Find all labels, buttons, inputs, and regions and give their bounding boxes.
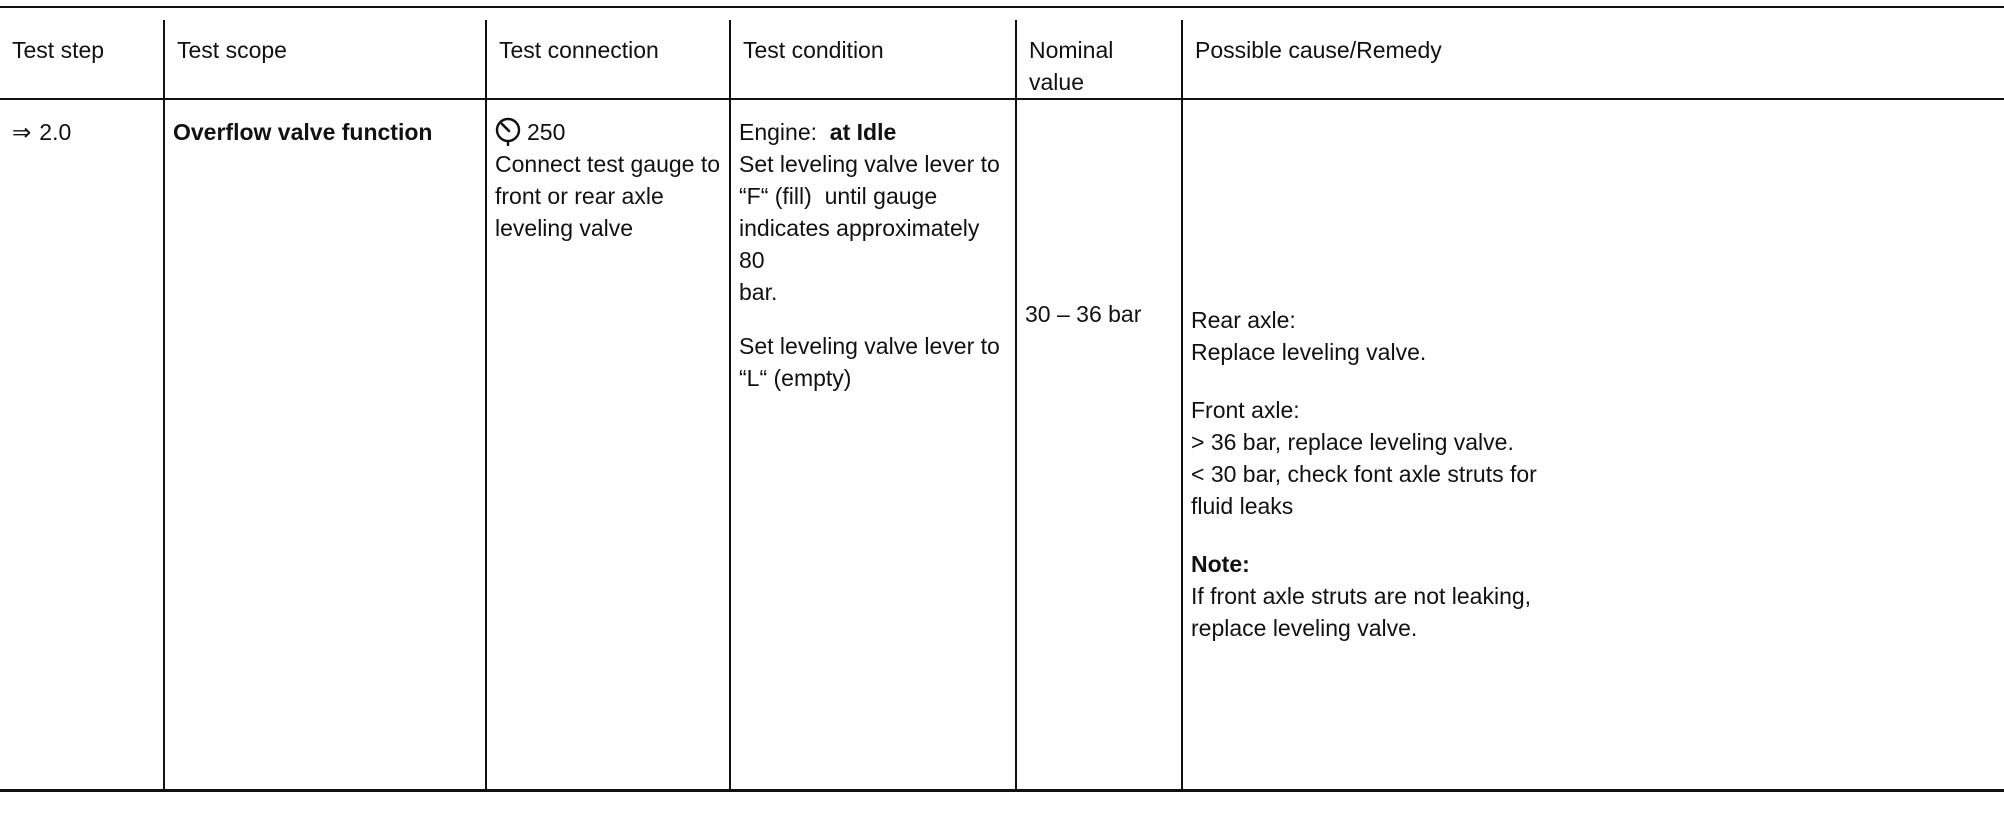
remedy-spacer (1191, 116, 1996, 298)
header-test-step: Test step (0, 20, 164, 99)
front-axle-line-1: > 36 bar, replace leveling valve. (1191, 429, 1514, 455)
nominal-value: 30 – 36 bar (1025, 301, 1142, 327)
condition-2-line-2: “L“ (empty) (739, 365, 852, 391)
condition-1-line-2: “F“ (fill) until gauge (739, 183, 938, 209)
engine-value: at Idle (829, 119, 897, 145)
nominal-spacer (1025, 116, 1173, 298)
header-test-scope: Test scope (164, 20, 486, 99)
engine-label: Engine: (739, 119, 818, 145)
cell-possible-cause (1182, 99, 2004, 791)
note-label: Note: (1191, 551, 1250, 577)
top-rule (0, 6, 2004, 8)
gauge-line (495, 116, 721, 148)
test-procedure-table (0, 20, 2004, 792)
cell-nominal-value (1016, 99, 1182, 791)
condition-2-line-1: Set leveling valve lever to (739, 333, 1000, 359)
engine-condition (739, 116, 1007, 148)
header-test-condition: Test condition (730, 20, 1016, 99)
step-number: 2.0 (39, 119, 72, 145)
connection-line-2: front or rear axle (495, 183, 664, 209)
gauge-number: 250 (527, 119, 566, 145)
front-axle-label: Front axle: (1191, 397, 1300, 423)
front-axle-line-3: fluid leaks (1191, 493, 1294, 519)
condition-1-line-1: Set leveling valve lever to (739, 151, 1000, 177)
note-line-2: replace leveling valve. (1191, 615, 1418, 641)
cell-test-scope (164, 99, 486, 791)
front-axle-line-2: < 30 bar, check font axle struts for (1191, 461, 1537, 487)
condition-1-line-3: indicates approximately 80 (739, 215, 980, 273)
rear-axle-remedy: Replace leveling valve. (1191, 339, 1427, 365)
table-row (0, 99, 2004, 791)
header-row (0, 20, 2004, 99)
header-possible-cause: Possible cause/Remedy (1182, 20, 2004, 99)
rear-axle-label: Rear axle: (1191, 307, 1296, 333)
header-test-connection: Test connection (486, 20, 730, 99)
cell-test-condition (730, 99, 1016, 791)
condition-1-line-4: bar. (739, 279, 778, 305)
test-scope-title: Overflow valve function (173, 119, 433, 145)
header-nominal-value: Nominal value (1016, 20, 1182, 99)
connection-line-1: Connect test gauge to (495, 151, 721, 177)
pressure-gauge-icon (495, 117, 521, 147)
step-arrow-icon: ⇒ (12, 119, 32, 145)
note-line-1: If front axle struts are not leaking, (1191, 583, 1532, 609)
cell-test-connection (486, 99, 730, 791)
cell-test-step (0, 99, 164, 791)
connection-line-3: leveling valve (495, 215, 634, 241)
